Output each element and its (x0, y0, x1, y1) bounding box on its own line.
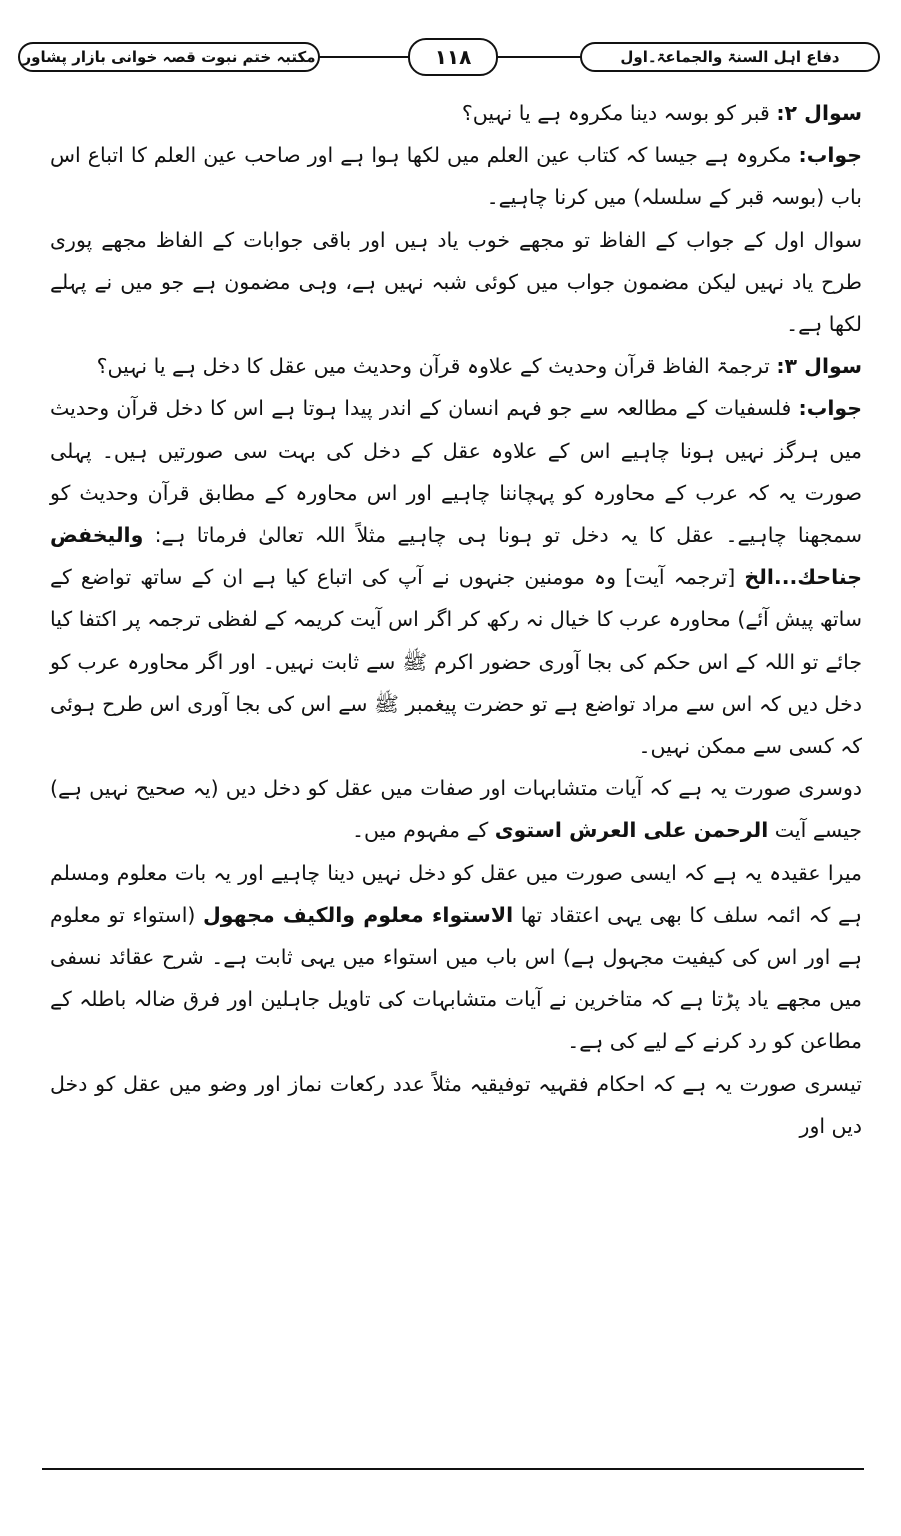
paragraph-third-form (50, 1063, 862, 1147)
paragraph-text: دوسری صورت یہ ہے کہ آیات متشابہات اور صفات میں عقل کو دخل دیں (یہ صحیح نہیں ہے) جیسے آیت (50, 776, 862, 843)
paragraph-text-cont: کے مفہوم میں۔ (351, 818, 489, 843)
paragraph-belief (50, 852, 862, 1063)
paragraph-q3 (50, 345, 862, 387)
answer-label: جواب: (798, 143, 862, 168)
paragraph-second-form (50, 767, 862, 851)
question-label: سوال ۳: (776, 354, 862, 379)
answer-label: جواب: (798, 396, 862, 421)
paragraph-text: میرا عقیدہ یہ ہے کہ ایسی صورت میں عقل کو دخل نہیں دینا چاہیے اور یہ بات معلوم ومسلم ہے کہ ائمہ سلف کا بھی یہی اعتقاد تھا (50, 860, 862, 927)
page-header (18, 38, 880, 80)
paragraph-text: ترجمۃ الفاظ قرآن وحدیث کے علاوہ قرآن وحدیث میں عقل کا دخل ہے یا نہیں؟ (96, 354, 770, 379)
paragraph-a2 (50, 134, 862, 218)
footer-rule (42, 1468, 864, 1470)
paragraph-q2 (50, 92, 862, 134)
paragraph-text: فلسفیات کے مطالعہ سے جو فہم انسان کے اندر پیدا ہوتا ہے اس کا دخل قرآن وحدیث میں ہرگز نہیں ہونا چاہیے اس کے علاوہ عقل کے دخل کی بہت سی صورتیں ہیں۔ پہلی صورت یہ کہ عرب کے محاورہ کو پہچاننا چاہیے اور اس محاورہ کے مطابق قرآن وحدیث کو سمجھنا چاہیے۔ عقل کا یہ دخل تو ہونا ہی چاہیے مثلاً اللہ تعالیٰ فرماتا ہے: (50, 396, 862, 548)
page-number: ۱۱۸ (408, 38, 498, 76)
paragraph-text: قبر کو بوسہ دینا مکروہ ہے یا نہیں؟ (461, 101, 770, 125)
book-title: دفاع اہل السنۃ والجماعۃ۔اول (580, 42, 880, 72)
paragraph-text: سوال اول کے جواب کے الفاظ تو مجھے خوب یاد ہیں اور باقی جوابات کے الفاظ مجھے پوری طرح یاد نہیں لیکن مضمون جواب میں کوئی شبہ نہیں ہے، وہی مضمون ہے جو میں نے پہلے لکھا ہے۔ (50, 227, 862, 337)
page-body (50, 92, 862, 1147)
paragraph-text-cont: (استواء تو معلوم ہے اور اس کی کیفیت مجہول ہے) اس باب میں استواء میں یہی ثابت ہے۔ شرح عقائد نسفی میں مجھے یاد پڑتا ہے کہ متاخرین نے آیات متشابہات کی تاویل جاہلین اور فرق ضالہ باطلہ کے مطاعن کو رد کرنے کے لیے کی ہے۔ (50, 902, 862, 1054)
paragraph-a3 (50, 387, 862, 767)
question-label: سوال ۲: (776, 101, 862, 125)
arabic-quote: الاستواء معلوم والکیف مجهول (203, 902, 514, 927)
header-rule-left (318, 56, 410, 58)
quran-quote: واليخفض جناحك...الخ (50, 523, 862, 590)
quran-quote: الرحمن علی العرش استوی (494, 818, 769, 843)
paragraph-note (50, 219, 862, 346)
paragraph-text: تیسری صورت یہ ہے کہ احکام فقہیہ توفیقیہ مثلاً عدد رکعات نماز اور وضو میں عقل کو دخل دیں اور (50, 1071, 862, 1138)
paragraph-text-cont: [ترجمہ آیت] وہ مومنین جنہوں نے آپ کی اتباع کیا ہے ان کے ساتھ تواضع کے ساتھ پیش آئے) محاورہ عرب کا خیال نہ رکھ کر اگر اس آیت کریمہ کے لفظی ترجمہ پر اکتفا کیا جائے تو اللہ کے اس حکم کی بجا آوری حضور اکرم ﷺ سے ثابت نہیں۔ اور اگر محاورہ عرب کو دخل دیں کہ اس سے مراد تواضع ہے تو حضرت پیغمبر ﷺ سے اس کی بجا آوری اس طرح ہوئی کہ کسی سے ممکن نہیں۔ (50, 565, 862, 759)
publisher-title: مکتبہ ختم نبوت قصہ خوانی بازار پشاور (18, 42, 320, 72)
header-rule-right (496, 56, 582, 58)
paragraph-text: مکروہ ہے جیسا کہ کتاب عین العلم میں لکھا ہوا ہے اور صاحب عین العلم کا اتباع اس باب (بوسہ قبر کے سلسلہ) میں کرنا چاہیے۔ (50, 143, 862, 210)
